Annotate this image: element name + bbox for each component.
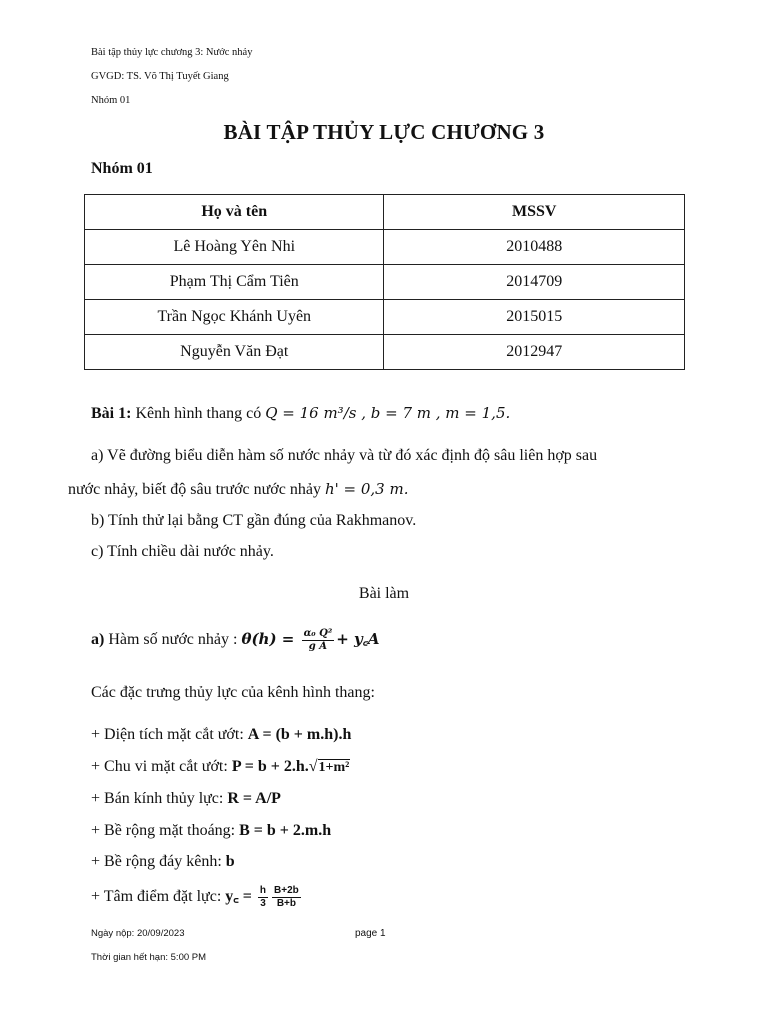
member-name: Nguyễn Văn Đạt bbox=[85, 335, 384, 370]
item-area bbox=[91, 726, 351, 744]
item-centroid bbox=[91, 884, 303, 910]
fraction-denominator: B+b bbox=[276, 897, 296, 909]
page-title: BÀI TẬP THỦY LỰC CHƯƠNG 3 bbox=[223, 120, 545, 144]
item-perimeter bbox=[91, 758, 350, 776]
header-instructor: GVGD: TS. Võ Thị Tuyết Giang bbox=[91, 71, 229, 82]
item-label: + Bán kính thủy lực: bbox=[91, 790, 228, 807]
item-formula: R = A/P bbox=[227, 790, 281, 807]
item-bottom-width bbox=[91, 853, 235, 871]
formula-lhs: θ(h) = bbox=[241, 630, 300, 649]
solution-a-line bbox=[91, 628, 380, 653]
item-label: + Tâm điểm đặt lực: bbox=[91, 888, 226, 905]
table-row bbox=[85, 230, 685, 265]
centroid-fraction-1 bbox=[258, 885, 268, 910]
table-row bbox=[85, 300, 685, 335]
fraction-numerator: B+2b bbox=[274, 884, 299, 896]
formula-rhs: + y꜀A bbox=[336, 630, 380, 649]
header-group: Nhóm 01 bbox=[91, 95, 131, 106]
footer-page-number: page 1 bbox=[355, 928, 386, 939]
footer-deadline: Thời gian hết hạn: 5:00 PM bbox=[91, 952, 207, 963]
problem-text: Kênh hình thang có bbox=[131, 405, 266, 422]
problem-given: Q = 16 m³/s , b = 7 m , m = 1,5. bbox=[265, 404, 511, 422]
table-row bbox=[85, 335, 685, 370]
column-header-name: Họ và tên bbox=[85, 195, 384, 230]
fraction-denominator: 3 bbox=[260, 897, 266, 909]
member-name: Phạm Thị Cẩm Tiên bbox=[85, 265, 384, 300]
problem-statement bbox=[91, 404, 510, 423]
part-c: c) Tính chiều dài nước nhảy. bbox=[91, 543, 274, 560]
part-a-math: h' = 0,3 m. bbox=[324, 480, 409, 498]
solution-a-text: Hàm số nước nhảy : bbox=[104, 631, 242, 649]
item-label: + Bề rộng mặt thoáng: bbox=[91, 822, 240, 839]
item-formula: A = (b + m.h).h bbox=[247, 726, 352, 743]
fraction-numerator: h bbox=[259, 884, 267, 896]
member-name: Lê Hoàng Yên Nhi bbox=[85, 230, 384, 265]
member-id: 2015015 bbox=[384, 300, 685, 335]
group-label: Nhóm 01 bbox=[91, 160, 153, 177]
member-name: Trần Ngọc Khánh Uyên bbox=[85, 300, 384, 335]
fraction-denominator: g A bbox=[308, 641, 327, 652]
member-id: 2014709 bbox=[384, 265, 685, 300]
formula-fraction bbox=[302, 628, 335, 653]
sqrt-radicand: 1+m² bbox=[318, 760, 350, 775]
table-row bbox=[85, 265, 685, 300]
item-formula: b bbox=[225, 853, 235, 870]
problem-label: Bài 1: bbox=[91, 405, 132, 422]
part-a-text: nước nhảy, biết độ sâu trước nước nhảy bbox=[68, 481, 325, 498]
item-formula: P = b + 2.h. bbox=[231, 758, 309, 775]
header-course: Bài tập thủy lực chương 3: Nước nhảy bbox=[91, 47, 253, 58]
part-b: b) Tính thử lại bằng CT gần đúng của Rakhmanov. bbox=[91, 512, 417, 529]
table-header-row bbox=[85, 195, 685, 230]
part-a-line2 bbox=[68, 480, 408, 499]
solution-intro: Các đặc trưng thủy lực của kênh hình thang: bbox=[91, 684, 375, 701]
sqrt-sign: √ bbox=[308, 758, 318, 775]
item-hydraulic-radius bbox=[91, 790, 281, 808]
member-id: 2010488 bbox=[384, 230, 685, 265]
column-header-id: MSSV bbox=[384, 195, 685, 230]
item-formula: B = b + 2.m.h bbox=[239, 822, 332, 839]
member-id: 2012947 bbox=[384, 335, 685, 370]
centroid-fraction-2 bbox=[272, 885, 301, 910]
members-table bbox=[84, 194, 685, 370]
item-label: + Diện tích mặt cắt ướt: bbox=[91, 726, 248, 743]
part-a-line1: a) Vẽ đường biểu diễn hàm số nước nhảy và từ đó xác định độ sâu liên hợp sau bbox=[91, 447, 598, 464]
solution-a-label: a) bbox=[91, 631, 105, 649]
item-label: + Bề rộng đáy kênh: bbox=[91, 853, 226, 870]
item-formula: y꜀ = bbox=[225, 888, 256, 905]
solution-heading: Bài làm bbox=[358, 585, 410, 602]
item-label: + Chu vi mặt cắt ướt: bbox=[91, 758, 232, 775]
item-surface-width bbox=[91, 822, 331, 840]
fraction-numerator: α₀ Q² bbox=[303, 628, 333, 639]
footer-submit-date: Ngày nộp: 20/09/2023 bbox=[91, 928, 185, 939]
